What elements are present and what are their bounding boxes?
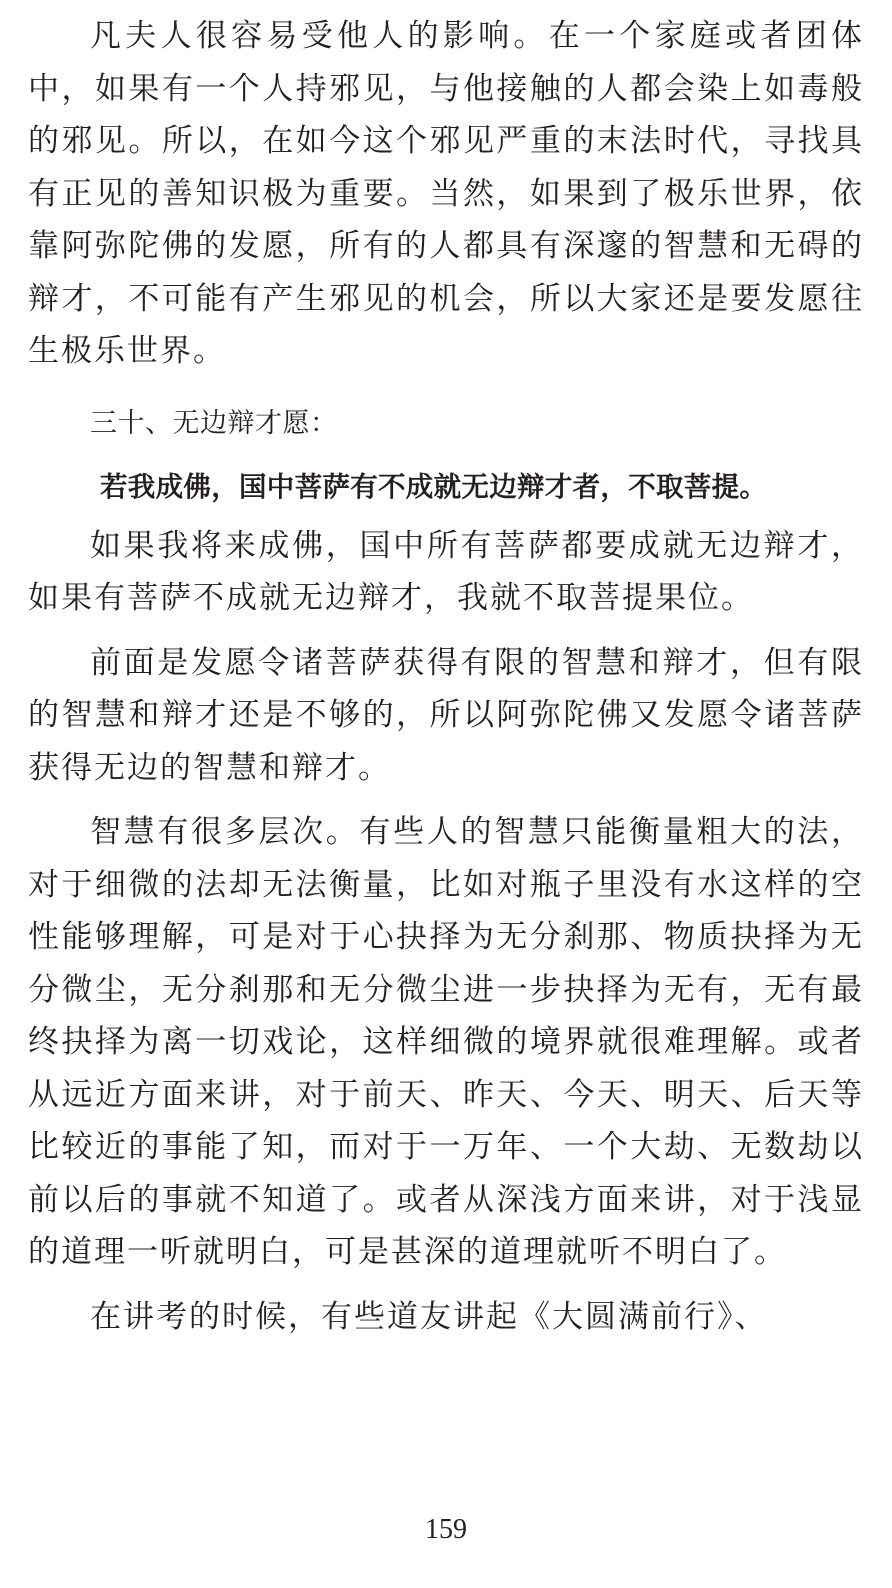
page-number: 159 (425, 1514, 467, 1545)
paragraph-lecture-exam: 在讲考的时候，有些道友讲起《大圆满前行》、 (90, 1298, 768, 1335)
page-body (28, 10, 864, 1343)
paragraph-levels-of-wisdom: 智慧有很多层次。有些人的智慧只能衡量粗大的法，对于细微的法却无法衡量，比如对瓶子里没有水这样的空性能够理解，可是对于心抉择为无分刹那、物质抉择为无分微尘，无分刹那和无分微尘进一步抉择为无有，无有最终抉择为离一切戏论，这样细微的境界就很难理解。或者从远近方面来讲，对于前天、昨天、今天、明天、后天等比较近的事能了知，而对于一万年、一个大劫、无数劫以前以后的事就不知道了。或者从深浅方面来讲，对于浅显的道理一听就明白，可是甚深的道理就听不明白了。 (28, 814, 864, 1270)
section-heading: 三十、无边辩才愿： (90, 407, 338, 439)
paragraph-evil-views: 凡夫人很容易受他人的影响。在一个家庭或者团体中，如果有一个人持邪见，与他接触的人都会染上如毒般的邪见。所以，在如今这个邪见严重的末法时代，寻找具有正见的善知识极为重要。当然，如果到了极乐世界，依靠阿弥陀佛的发愿，所有的人都具有深邃的智慧和无碍的辩才，不可能有产生邪见的机会，所以大家还是要发愿往生极乐世界。 (28, 18, 864, 369)
paragraph-vow-explanation: 如果我将来成佛，国中所有菩萨都要成就无边辩才，如果有菩萨不成就无边辩才，我就不取菩提果位。 (28, 527, 864, 616)
vow-text: 若我成佛，国中菩萨有不成就无边辩才者，不取菩提。 (100, 470, 768, 503)
paragraph-limited-wisdom: 前面是发愿令诸菩萨获得有限的智慧和辩才，但有限的智慧和辩才还是不够的，所以阿弥陀佛又发愿令诸菩萨获得无边的智慧和辩才。 (28, 644, 864, 786)
